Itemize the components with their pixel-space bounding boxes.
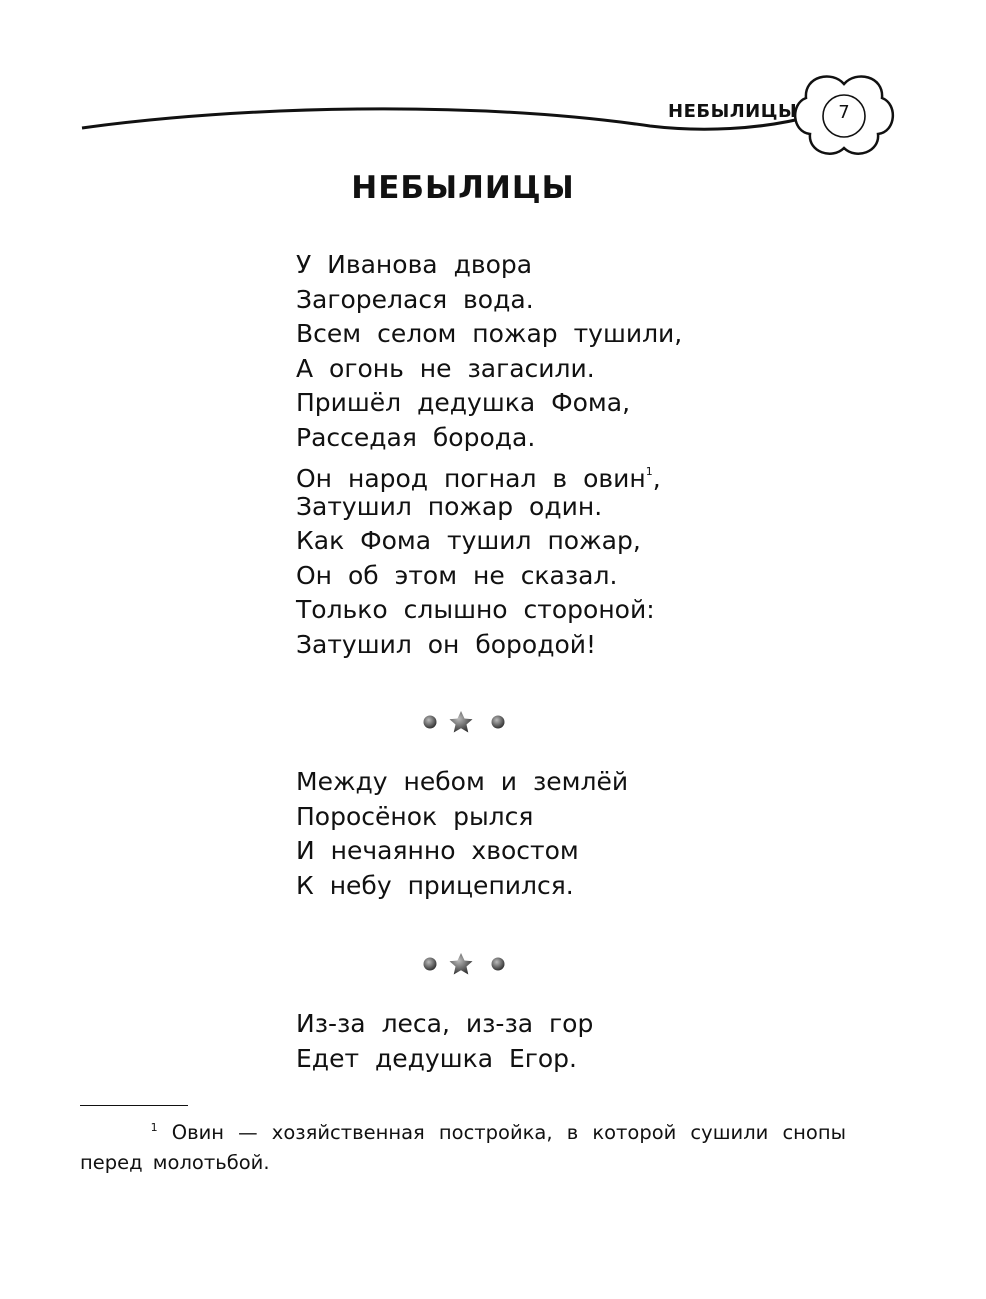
poem-line: А огонь не загасили. <box>296 353 595 383</box>
poem-line: И нечаянно хвостом <box>296 836 579 865</box>
poem-line: Поросёнок рылся <box>296 801 534 831</box>
poem-line: Только слышно стороной: <box>296 595 655 624</box>
footnote <box>80 1113 846 1178</box>
poem-line: Пришёл дедушка Фома, <box>296 388 631 417</box>
page-number: 7 <box>838 102 850 123</box>
poem-line: Затушил пожар один. <box>296 491 603 521</box>
footnote-divider <box>80 1105 188 1106</box>
running-head: НЕБЫЛИЦЫ <box>668 101 798 122</box>
poem-line: Едет дедушка Егор. <box>296 1043 578 1073</box>
footnote-text: Овин — хозяйственная постройка, в которой сушили снопы перед молотьбой. <box>80 1121 847 1174</box>
poem-line-punctuation: , <box>652 464 661 493</box>
poem-line: У Иванова двора <box>296 250 533 279</box>
poem-line: Расседая борода. <box>296 422 536 452</box>
header-decoration <box>0 0 986 170</box>
poem-line: Всем селом пожар тушили, <box>296 319 683 348</box>
footnote-mark: 1 <box>150 1121 158 1134</box>
poem-line: Между небом и землёй <box>296 767 629 796</box>
poem-stanza-1 <box>296 248 682 662</box>
poem-title: НЕБЫЛИЦЫ <box>351 170 575 206</box>
dot-star-dot-icon <box>418 708 508 736</box>
poem-line: Он об этом не сказал. <box>296 560 618 590</box>
poem-line: Из-за леса, из-за гор <box>296 1009 594 1038</box>
poem-line: К небу прицепился. <box>296 870 574 900</box>
poem-line: Загорелася вода. <box>296 284 534 314</box>
poem-stanza-3 <box>296 1007 593 1076</box>
poem-stanza-2 <box>296 765 628 903</box>
footnote-reference[interactable]: 1 <box>645 465 653 478</box>
poem-line-text: Он народ погнал в овин <box>296 464 646 493</box>
dot-star-dot-icon <box>418 950 508 978</box>
poem-line-with-footnote <box>296 455 682 493</box>
poem-line: Затушил он бородой! <box>296 629 597 659</box>
poem-line: Как Фома тушил пожар, <box>296 526 641 555</box>
